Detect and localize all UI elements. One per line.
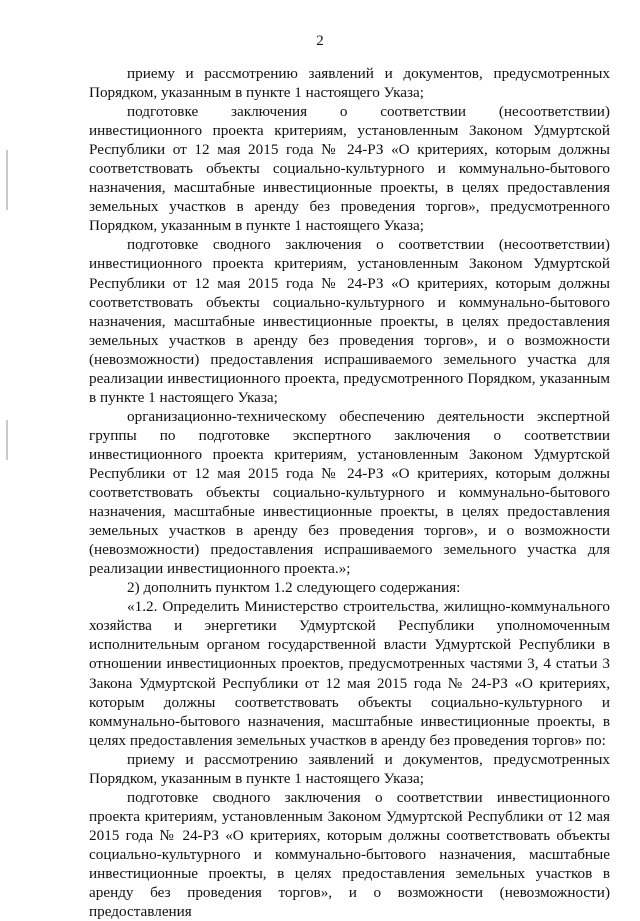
paragraph: подготовке сводного заключения о соответствии (несоответствии) инвестиционного проекта критериям, установленным Законом Удмуртской Республики от 12 мая 2015 года № 24-РЗ «О критериях, которым должны соответствовать объекты социально-культурного и коммунально-бытового назначения, масштабные инвестиционные проекты, в целях предоставления земельных участков в аренду без проведения торгов», и о возможности (невозможности) предоставления испрашиваемого земельного участка для реализации инвестиционного проекта, предусмотренного Порядком, указанным в пункте 1 настоящего Указа; — [89, 236, 610, 406]
paragraph: подготовке заключения о соответствии (несоответствии) инвестиционного проекта критериям, установленным Законом Удмуртской Республики от 12 мая 2015 года № 24-РЗ «О критериях, которым должны соответствовать объекты социально-культурного и коммунально-бытового назначения, масштабные инвестиционные проекты, в целях предоставления земельных участков в аренду без проведения торгов», предусмотренного Порядком, указанным в пункте 1 настоящего Указа; — [89, 103, 610, 235]
scan-edge-mark — [6, 150, 8, 210]
paragraph: подготовке сводного заключения о соответствии инвестиционного проекта критериям, установленным Законом Удмуртской Республики от 12 мая 2015 года № 24-РЗ «О критериях, которым должны соответствовать объекты социально-культурного и коммунально-бытового назначения, масштабные инвестиционные проекты, в целях предоставления земельных участков в аренду без проведения торгов», и о возможности (невозможности) предоставления — [89, 788, 610, 921]
paragraph: 2) дополнить пунктом 1.2 следующего содержания: — [127, 579, 461, 597]
paragraph: приему и рассмотрению заявлений и документов, предусмотренных Порядком, указанным в пункте 1 настоящего Указа; — [89, 750, 610, 787]
document-body — [89, 64, 610, 921]
paragraph: «1.2. Определить Министерство строительства, жилищно-коммунального хозяйства и энергетики Удмуртской Республики уполномоченным исполнительным органом государственной власти Удмуртской Республики в отношении инвестиционных проектов, предусмотренных частями 3, 4 статьи 3 Закона Удмуртской Республики от 12 мая 2015 года № 24-РЗ «О критериях, которым должны соответствовать объекты социально-культурного и коммунально-бытового назначения, масштабные инвестиционные проекты, в целях предоставления земельных участков в аренду без проведения торгов» по: — [89, 598, 610, 749]
scan-edge-mark — [6, 420, 8, 460]
page-number: 2 — [316, 33, 324, 49]
paragraph: организационно-техническому обеспечению деятельности экспертной группы по подготовке экспертного заключения о соответствии инвестиционного проекта критериям, установленным Законом Удмуртской Республики от 12 мая 2015 года № 24-РЗ «О критериях, которым должны соответствовать объекты социально-культурного и коммунально-бытового назначения, масштабные инвестиционные проекты, в целях предоставления земельных участков в аренду без проведения торгов», и о возможности (невозможности) предоставления испрашиваемого земельного участка для реализации инвестиционного проекта.»; — [89, 407, 610, 578]
paragraph: приему и рассмотрению заявлений и документов, предусмотренных Порядком, указанным в пункте 1 настоящего Указа; — [89, 65, 610, 102]
